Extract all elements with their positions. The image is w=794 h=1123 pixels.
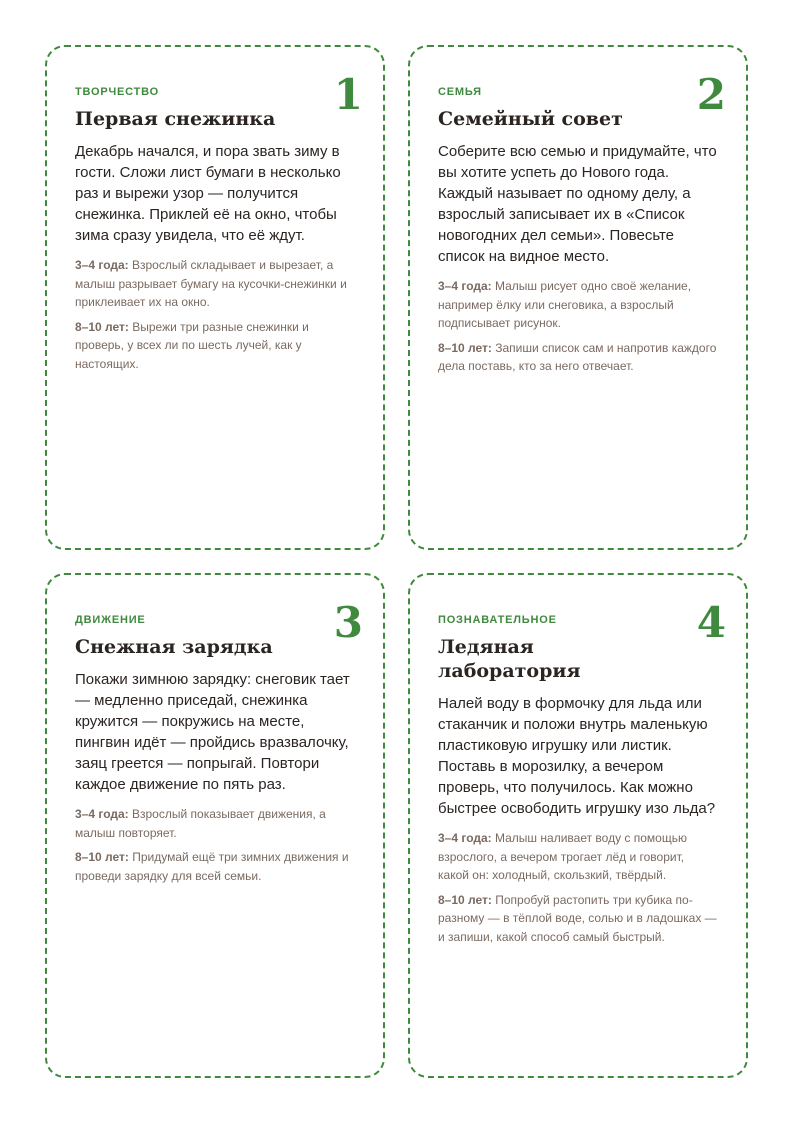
card-number: 3 [333,598,363,647]
age-note-older [75,318,355,374]
age-note-toddler [75,256,355,312]
age-label: 3–4 года: [438,279,492,293]
age-note-text: Придумай ещё три зимних движения и проведи зарядку для всей семьи. [75,850,349,883]
card-text: Соберите всю семью и придумайте, что вы хотите успеть до Нового года. Каждый называет по одному делу, а взрослый записывает их в «Список новогодних дел семьи». Повесьте список на видное место. [438,143,717,265]
age-note-text: Вырежи три разные снежинки и проверь, у всех ли по шесть лучей, как у настоящих. [75,319,309,371]
age-note-older [75,848,355,885]
card-category: ТВОРЧЕСТВО [75,86,159,98]
activity-card-4 [408,573,748,1078]
card-category: ПОЗНАВАТЕЛЬНОЕ [438,614,557,626]
activity-card-2 [408,45,748,550]
card-category: ДВИЖЕНИЕ [75,614,146,626]
activity-card-1 [45,45,385,550]
card-number: 1 [333,70,363,119]
age-note-text: Малыш наливает воду с помощью взрослого, а вечером трогает лёд и говорит, какой он: холодный, скользкий, твёрдый. [438,831,687,882]
age-label: 8–10 лет: [75,319,129,334]
card-title: Семейный совет [438,108,623,130]
age-note-text: Запиши список сам и напротив каждого дела поставь, кто за него отвечает. [438,340,717,373]
age-label: 8–10 лет: [75,850,129,864]
card-category: СЕМЬЯ [438,86,482,98]
age-note-older [438,891,718,947]
card-title: Первая снежинка [75,108,276,130]
age-note-text: Взрослый складывает и вырезает, а малыш разрывает бумагу на кусочки-снежинки и приклеивает их на окно. [75,258,347,309]
card-number: 2 [696,70,726,119]
age-note-text: Попробуй растопить три кубика по-разному — в тёплой воде, солью и в ладошках — и запиши, какой способ самый быстрый. [438,892,717,944]
age-label: 3–4 года: [75,258,129,272]
age-note-toddler [438,277,718,333]
age-note-older [438,339,718,376]
age-label: 3–4 года: [75,807,129,821]
age-note-toddler [438,829,718,885]
age-note-text: Малыш рисует одно своё желание, например ёлку или снеговика, а взрослый подписывает рисунок. [438,279,692,330]
age-note-text: Взрослый показывает движения, а малыш повторяет. [75,807,326,840]
age-note-toddler [75,805,355,842]
card-title: Ледяная лаборатория [438,636,581,682]
card-title: Снежная зарядка [75,636,273,658]
card-text: Декабрь начался, и пора звать зиму в гости. Сложи лист бумаги в несколько раз и вырежи узор — получится снежинка. Приклей её на окно, чтобы зима сразу увидела, что её ждут. [75,143,341,244]
card-text: Покажи зимнюю зарядку: снеговик тает — медленно приседай, снежинка кружится — покружись на месте, пингвин идёт — пройдись вразвалочку, заяц греется — попрыгай. Повтори каждое движение по пять раз. [75,671,350,793]
card-text: Налей воду в формочку для льда или стаканчик и положи внутрь маленькую пластиковую игрушку или листик. Поставь в морозилку, а вечером проверь, что получилось. Как можно быстрее освободить игрушку изо льда? [438,695,716,817]
age-label: 8–10 лет: [438,892,492,907]
activity-card-3 [45,573,385,1078]
age-label: 3–4 года: [438,831,492,845]
age-label: 8–10 лет: [438,340,492,355]
card-number: 4 [696,598,726,647]
